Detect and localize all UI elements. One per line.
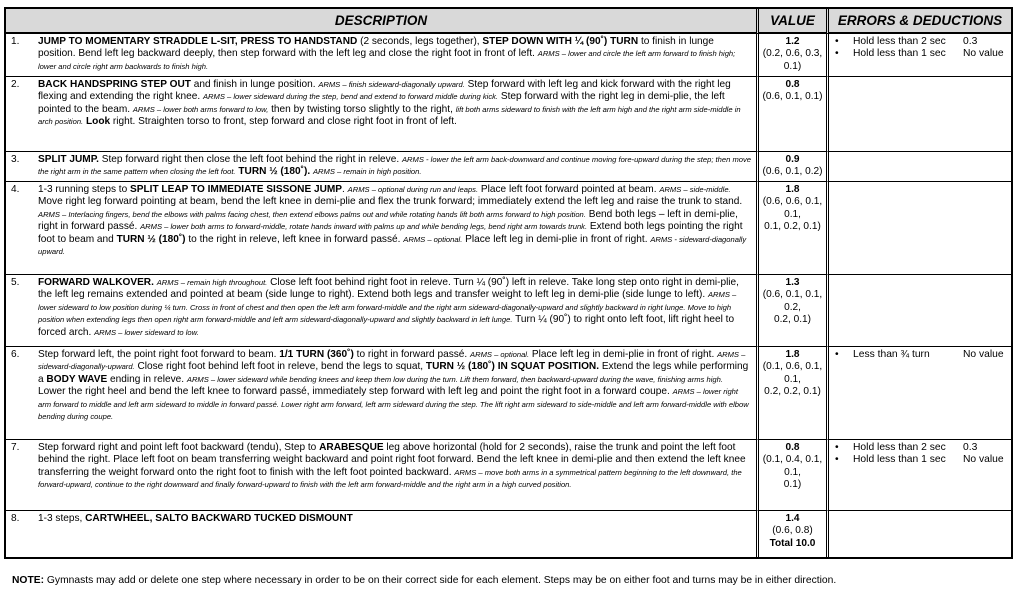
total-value: Total 10.0 [769, 537, 816, 549]
errors-cell [826, 34, 1011, 76]
value-breakdown: (0.1, 0.6, 0.1, 0.1, [762, 361, 823, 385]
description-text: Step forward right then close the left foot behind the right in releve. [98, 154, 402, 165]
errors-cell [826, 274, 1011, 346]
footer-note [12, 575, 836, 586]
description-text: Extend the legs while performing a [38, 361, 749, 385]
element-skill-name: BACK HANDSPRING STEP OUT [38, 79, 191, 90]
arms-instruction: ARMS – side-middle. [659, 185, 731, 194]
description-cell [6, 346, 756, 439]
value-breakdown: (0.2, 0.6, 0.3, 0.1) [762, 48, 823, 72]
value-cell [756, 346, 826, 439]
description-text: to finish in lunge position. Bend left leg backward deeply, then step forward with the left leg and close the right foot in front of left. [38, 36, 714, 60]
arms-instruction: ARMS – remain in high position. [312, 167, 422, 177]
errors-cell [826, 76, 1011, 151]
table-body [6, 34, 1011, 557]
element-number: 3. [11, 154, 20, 165]
arms-instruction: ARMS – lower and circle the left arm forward to finish high; lower and circle right arm backwards to finish high. [38, 49, 736, 71]
arms-instruction: ARMS – Interlacing fingers, bend the elbows with palms facing chest, then extend elbows palms out and while rotating hands lift both arms forward to high position. [38, 209, 586, 219]
arms-instruction: ARMS – optional. [403, 234, 463, 244]
arms-instruction: ARMS – remain high throughout. [156, 278, 268, 287]
description-text: Turn ¼ (90˚) to right onto left foot, lift right heel to forced arch. [38, 314, 735, 338]
element-description [38, 442, 753, 492]
element-skill-name: SPLIT LEAP TO IMMEDIATE SISSONE JUMP [130, 184, 343, 195]
description-text: Place left leg in demi-plie in front of right. [529, 349, 718, 360]
description-text: then by twisting torso slightly to the right, [268, 103, 456, 115]
description-text: to right in forward passé. [353, 349, 471, 360]
element-skill-name: ARABESQUE [319, 442, 384, 453]
value-breakdown: (0.6, 0.1, 0.1, 0.2, [762, 289, 823, 313]
errors-cell [826, 439, 1011, 510]
description-cell [6, 76, 756, 151]
description-text: 1-3 running steps to [38, 184, 131, 195]
note-text: Gymnasts may add or delete one step where necessary in order to be on their correct side for each element. Steps may be on either foot and turns may be in either direction. [44, 575, 837, 586]
arms-instruction: ARMS – lower both arms forward to low, [132, 104, 269, 114]
bullet-icon: • [835, 349, 839, 360]
element-number: 5. [11, 277, 20, 288]
arms-instruction: ARMS – move both arms in a symmetrical pattern beginning to the left downward, the forward-upward, continue to the right downward and finally forward-upward to finish with the left arm forward-middle and the right arm in a high curved position. [38, 467, 742, 490]
element-skill-name: 1/1 TURN (360˚) [279, 349, 354, 360]
description-cell [6, 151, 756, 181]
deduction-penalty: 0.3 [963, 36, 978, 47]
element-skill-name: JUMP TO MOMENTARY STRADDLE L-SIT, PRESS TO HANDSTAND [38, 36, 358, 47]
deduction-text: Hold less than 2 sec [853, 442, 946, 453]
description-text: Place left foot forward pointed at beam. [478, 184, 660, 195]
bullet-icon: • [835, 48, 839, 60]
description-text: ending in releve. [107, 373, 187, 385]
value-breakdown: (0.1, 0.4, 0.1, 0.1, [762, 454, 823, 478]
element-number: 1. [11, 36, 20, 47]
description-text: Close right foot behind left foot in releve, bend the legs to squat, [134, 361, 426, 373]
description-text: Bend both legs – left in demi-plie, right in forward passé. [38, 208, 738, 233]
header-row [6, 9, 1011, 34]
description-cell [6, 181, 756, 274]
value-breakdown: (0.6, 0.1, 0.1) [762, 91, 823, 103]
description-cell [6, 439, 756, 510]
table-row [6, 34, 1011, 76]
arms-instruction: lift both arms sideward to finish with the left arm high and the right arm side-middle in arch position. [38, 104, 741, 127]
table-row [6, 346, 1011, 439]
arms-instruction: ARMS – lower sideward to low. [94, 327, 199, 337]
element-number: 6. [11, 349, 20, 360]
element-number: 7. [11, 442, 20, 453]
element-value: 1.4 [785, 513, 800, 524]
value-cell [756, 510, 826, 557]
element-skill-name: CARTWHEEL, SALTO BACKWARD TUCKED DISMOUNT [85, 513, 353, 524]
description-text: . [342, 184, 348, 195]
element-description [38, 277, 753, 339]
element-value: 0.8 [785, 442, 800, 453]
element-number: 2. [11, 79, 20, 90]
header-errors: ERRORS & DEDUCTIONS [826, 9, 1011, 34]
element-description [38, 513, 753, 525]
description-cell [6, 274, 756, 346]
arms-instruction: ARMS – lower right arm forward to middle and left arm sideward to middle in forward passé. Lower right arm forward, left arm sideward during the step. The lift right arm sideward to side-middle and left arm forward-middle with elbow bending during coupe. [38, 387, 749, 422]
value-cell [756, 76, 826, 151]
arms-instruction: ARMS – sideward-diagonally-upward. [38, 350, 746, 372]
deduction-text: Hold less than 1 sec [853, 48, 946, 60]
element-number: 4. [11, 184, 20, 195]
element-skill-name: BODY WAVE [46, 373, 108, 385]
value-cell [756, 181, 826, 274]
arms-instruction: ARMS - lower the left arm back-downward and continue moving fore-upward during the step; then move the right arm in the same pattern when closing the left foot. [38, 155, 752, 177]
element-skill-name: Look [85, 116, 111, 128]
arms-instruction: ARMS – lower sideward during the step, bend and extend to forward middle during kick. [202, 92, 499, 102]
element-value: 0.9 [785, 154, 800, 165]
errors-cell [826, 346, 1011, 439]
element-value: 0.8 [785, 79, 800, 90]
element-value: 1.2 [785, 36, 800, 47]
arms-instruction: ARMS – optional. [470, 350, 530, 359]
arms-instruction: ARMS – finish sideward-diagonally upward. [318, 80, 465, 89]
table-row [6, 76, 1011, 151]
table-row [6, 181, 1011, 274]
element-value: 1.8 [785, 184, 800, 195]
element-description [38, 36, 753, 73]
value-cell [756, 439, 826, 510]
value-cell [756, 34, 826, 76]
element-skill-name: TURN ½ (180˚) [116, 233, 186, 245]
deduction-item [832, 442, 1008, 454]
description-text: right. Straighten torso to front, step forward and close right foot in front of left. [110, 116, 457, 128]
deduction-item [832, 36, 1008, 48]
description-text: Step forward with the right leg in demi-plie, the left pointed to the beam. [38, 91, 725, 115]
errors-cell [826, 151, 1011, 181]
deduction-item [832, 48, 1008, 60]
element-skill-name: TURN ½ (180˚). [238, 166, 311, 178]
bullet-icon: • [835, 36, 839, 47]
description-text: Step forward right and point left foot backward (tendu), Step to [38, 442, 320, 453]
value-breakdown: 0.1, 0.2, 0.1) [764, 221, 821, 233]
element-skill-name: STEP DOWN WITH ¼ (90˚) TURN [482, 36, 639, 47]
value-breakdown: (0.6, 0.8) [772, 525, 813, 537]
deduction-item [832, 349, 1008, 361]
arms-instruction: ARMS – lower sideward to low position during ¼ turn. Cross in front of chest and then open the left arm forward-middle and the right arm sideward-diagonally-upward and slightly backward in right lunge. Move to high position when extending legs then open right arm forward-middle and left arm sideward-diagonally-upward and slightly backward in left lunge. [38, 290, 737, 325]
element-description [38, 349, 753, 423]
note-label: NOTE: [12, 575, 45, 586]
table-row [6, 274, 1011, 346]
errors-cell [826, 181, 1011, 274]
element-skill-name: SPLIT JUMP. [38, 154, 99, 165]
deduction-penalty: No value [963, 349, 1004, 360]
description-text: Place left leg in demi-plie in front of right. [462, 233, 651, 245]
deduction-text: Hold less than 1 sec [853, 454, 946, 466]
value-breakdown: 0.2, 0.1) [773, 314, 812, 326]
value-breakdown: 0.2, 0.2, 0.1) [764, 386, 821, 398]
description-text: Extend both legs pointing the right foot to beam and [38, 221, 743, 245]
deduction-penalty: No value [963, 454, 1004, 466]
element-description [38, 154, 753, 179]
value-cell [756, 274, 826, 346]
deduction-list [832, 349, 1008, 361]
value-breakdown: (0.6, 0.6, 0.1, 0.1, [762, 196, 823, 220]
description-text: Step forward left, the point right foot forward to beam. [38, 349, 280, 360]
description-text: (2 seconds, legs together), [357, 36, 483, 47]
description-cell [6, 34, 756, 76]
bullet-icon: • [835, 442, 839, 453]
arms-instruction: ARMS – lower sideward while bending knees and keep them low during the turn. Lift them forward, then backward-upward during the wave, finishing arms high. [186, 374, 723, 384]
bullet-icon: • [835, 454, 839, 466]
deduction-item [832, 454, 1008, 466]
description-text: leg above horizontal (hold for 2 seconds), raise the trunk and point the left foot behind the right. Place left foot on beam transferring weight backward and point right foot forward. Bend the left knee in demi-plie and then extend the left knee transferring the weight forward onto the right foot to finish with the left foot pointed backward. [38, 442, 746, 478]
deduction-list [832, 442, 1008, 467]
arms-instruction: ARMS - sideward-diagonally upward. [38, 234, 747, 257]
element-value: 1.3 [785, 277, 800, 288]
value-cell [756, 151, 826, 181]
element-description [38, 184, 753, 258]
value-breakdown: (0.6, 0.1, 0.2) [762, 166, 823, 178]
description-text: Move right leg forward pointing at beam, bend the left knee in demi-plie and flex the trunk forward; immediately extend the left leg and raise the trunk to stand. [38, 196, 743, 208]
table-row [6, 439, 1011, 510]
element-skill-name: TURN ½ (180˚) IN SQUAT POSITION. [425, 361, 600, 373]
table-row [6, 510, 1011, 557]
element-number: 8. [11, 513, 20, 524]
description-text: to the right in releve, left knee in forward passé. [185, 233, 404, 245]
deduction-text: Hold less than 2 sec [853, 36, 946, 47]
description-text: 1-3 steps, [38, 513, 86, 524]
element-description [38, 79, 753, 129]
arms-instruction: ARMS – optional during run and leaps. [347, 185, 479, 194]
deduction-penalty: 0.3 [963, 442, 978, 453]
header-value: VALUE [756, 9, 826, 34]
value-breakdown: 0.1) [783, 479, 802, 491]
element-skill-name: FORWARD WALKOVER. [38, 277, 154, 288]
deduction-penalty: No value [963, 48, 1004, 60]
table-row [6, 151, 1011, 181]
routine-table [4, 7, 1013, 559]
errors-cell [826, 510, 1011, 557]
description-text: Lower the right heel and bend the left knee to forward passé, immediately step forward with left leg and point the right foot in a forward coupe. [38, 386, 673, 398]
arms-instruction: ARMS – lower both arms to forward-middle, rotate hands inward with palms up and while bending legs, bend right arm towards trunk. [140, 222, 588, 232]
header-description: DESCRIPTION [6, 9, 756, 34]
description-cell [6, 510, 756, 557]
description-text: Close left foot behind right foot in releve. Turn ¼ (90˚) left in releve. Take long step onto right in demi-plie, the left leg remains extended and pointed at beam (side lunge to right). Extend both legs and transfer weight to left leg in demi-plie (side lunge to left). [38, 277, 739, 301]
deduction-text: Less than ¾ turn [853, 349, 930, 360]
deduction-list [832, 36, 1008, 61]
description-text: Step forward with left leg and kick forward with the right leg flexing and extending the right knee. [38, 79, 731, 103]
description-text: and finish in lunge position. [190, 79, 319, 90]
element-value: 1.8 [785, 349, 800, 360]
